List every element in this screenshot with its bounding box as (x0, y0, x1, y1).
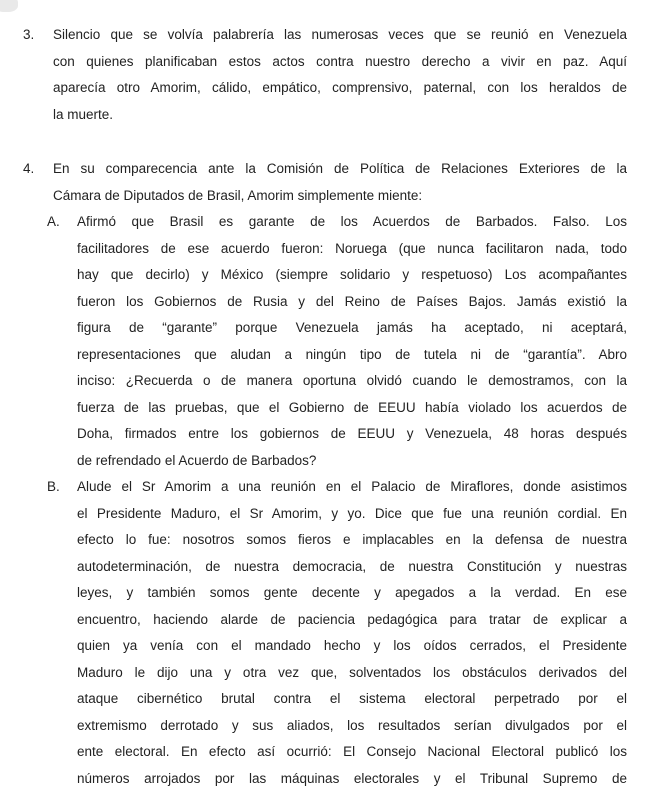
list-item-marker: B. (47, 479, 60, 494)
paragraph (53, 156, 627, 209)
paragraph (53, 22, 627, 128)
text-line: ataque cibernético brutal contra el sistema electoral perpetrado por el (77, 691, 627, 706)
text-line: Doha, firmados entre los gobiernos de EEUU y Venezuela, 48 horas después (77, 426, 627, 441)
text-line: aparecía otro Amorim, cálido, empático, comprensivo, paternal, con los heraldos de (53, 80, 627, 95)
text-line: leyes, y también somos gente decente y apegados a la verdad. En ese (77, 585, 627, 600)
text-line: facilitadores de ese acuerdo fueron: Noruega (que nunca facilitaron nada, todo (77, 240, 627, 256)
list-item-3 (0, 22, 664, 128)
text-line: el Presidente Maduro, el Sr Amorim, y yo. Dice que fue una reunión cordial. En (77, 505, 627, 521)
list-item-marker: 3. (23, 27, 35, 42)
text-line: números arrojados por las máquinas electorales y el Tribunal Supremo de (77, 770, 627, 786)
text-line: extremismo derrotado y sus aliados, los resultados serían divulgados por el (77, 717, 627, 733)
text-line: quien ya venía con el mandado hecho y los oídos cerrados, el Presidente (77, 638, 627, 653)
list-item-a (0, 209, 664, 474)
text-line: Afirmó que Brasil es garante de los Acuerdos de Barbados. Falso. Los (77, 214, 627, 229)
text-line: Cámara de Diputados de Brasil, Amorim simplemente miente: (53, 187, 423, 203)
text-line: Maduro le dijo una y otra vez que, solventados los obstáculos derivados del (77, 664, 627, 680)
list-item-marker: A. (47, 214, 60, 229)
list-item-b (0, 474, 664, 792)
text-line: autodeterminación, de nuestra democracia, de nuestra Constitución y nuestras (77, 558, 627, 574)
text-line: con quienes planificaban estos actos contra nuestro derecho a vivir en paz. Aquí (53, 53, 627, 69)
paragraph (77, 209, 627, 474)
text-line: fuerza de las pruebas, que el Gobierno de EEUU había violado los acuerdos de (77, 399, 627, 415)
list-item-4 (0, 156, 664, 209)
text-line: fueron los Gobiernos de Rusia y del Reino de Países Bajos. Jamás existió la (77, 293, 627, 309)
text-line: encuentro, haciendo alarde de paciencia pedagógica para tratar de explicar a (77, 611, 627, 627)
text-line: de refrendado el Acuerdo de Barbados? (77, 452, 317, 468)
text-line: inciso: ¿Recuerda o de manera oportuna olvidó cuando le demostramos, con la (77, 373, 627, 388)
list-item-marker: 4. (23, 161, 35, 176)
scan-artifact (0, 0, 18, 12)
text-line: efecto lo fue: nosotros somos fieros e implacables en la defensa de nuestra (77, 532, 627, 547)
text-line: representaciones que aludan a ningún tipo de tutela ni de “garantía”. Abro (77, 346, 627, 362)
text-line: la muerte. (53, 106, 114, 122)
text-line: hay que decirlo) y México (siempre solidario y respetuoso) Los acompañantes (77, 267, 627, 282)
document-body (0, 22, 664, 792)
text-line: Alude el Sr Amorim a una reunión en el Palacio de Miraflores, donde asistimos (77, 479, 627, 494)
text-line: figura de “garante” porque Venezuela jamás ha aceptado, ni aceptará, (77, 320, 627, 335)
paragraph (77, 474, 627, 792)
text-line: En su comparecencia ante la Comisión de Política de Relaciones Exteriores de la (53, 161, 627, 176)
text-line: ente electoral. En efecto así ocurrió: El Consejo Nacional Electoral publicó los (77, 744, 627, 759)
text-line: Silencio que se volvía palabrería las numerosas veces que se reunió en Venezuela (53, 27, 627, 42)
